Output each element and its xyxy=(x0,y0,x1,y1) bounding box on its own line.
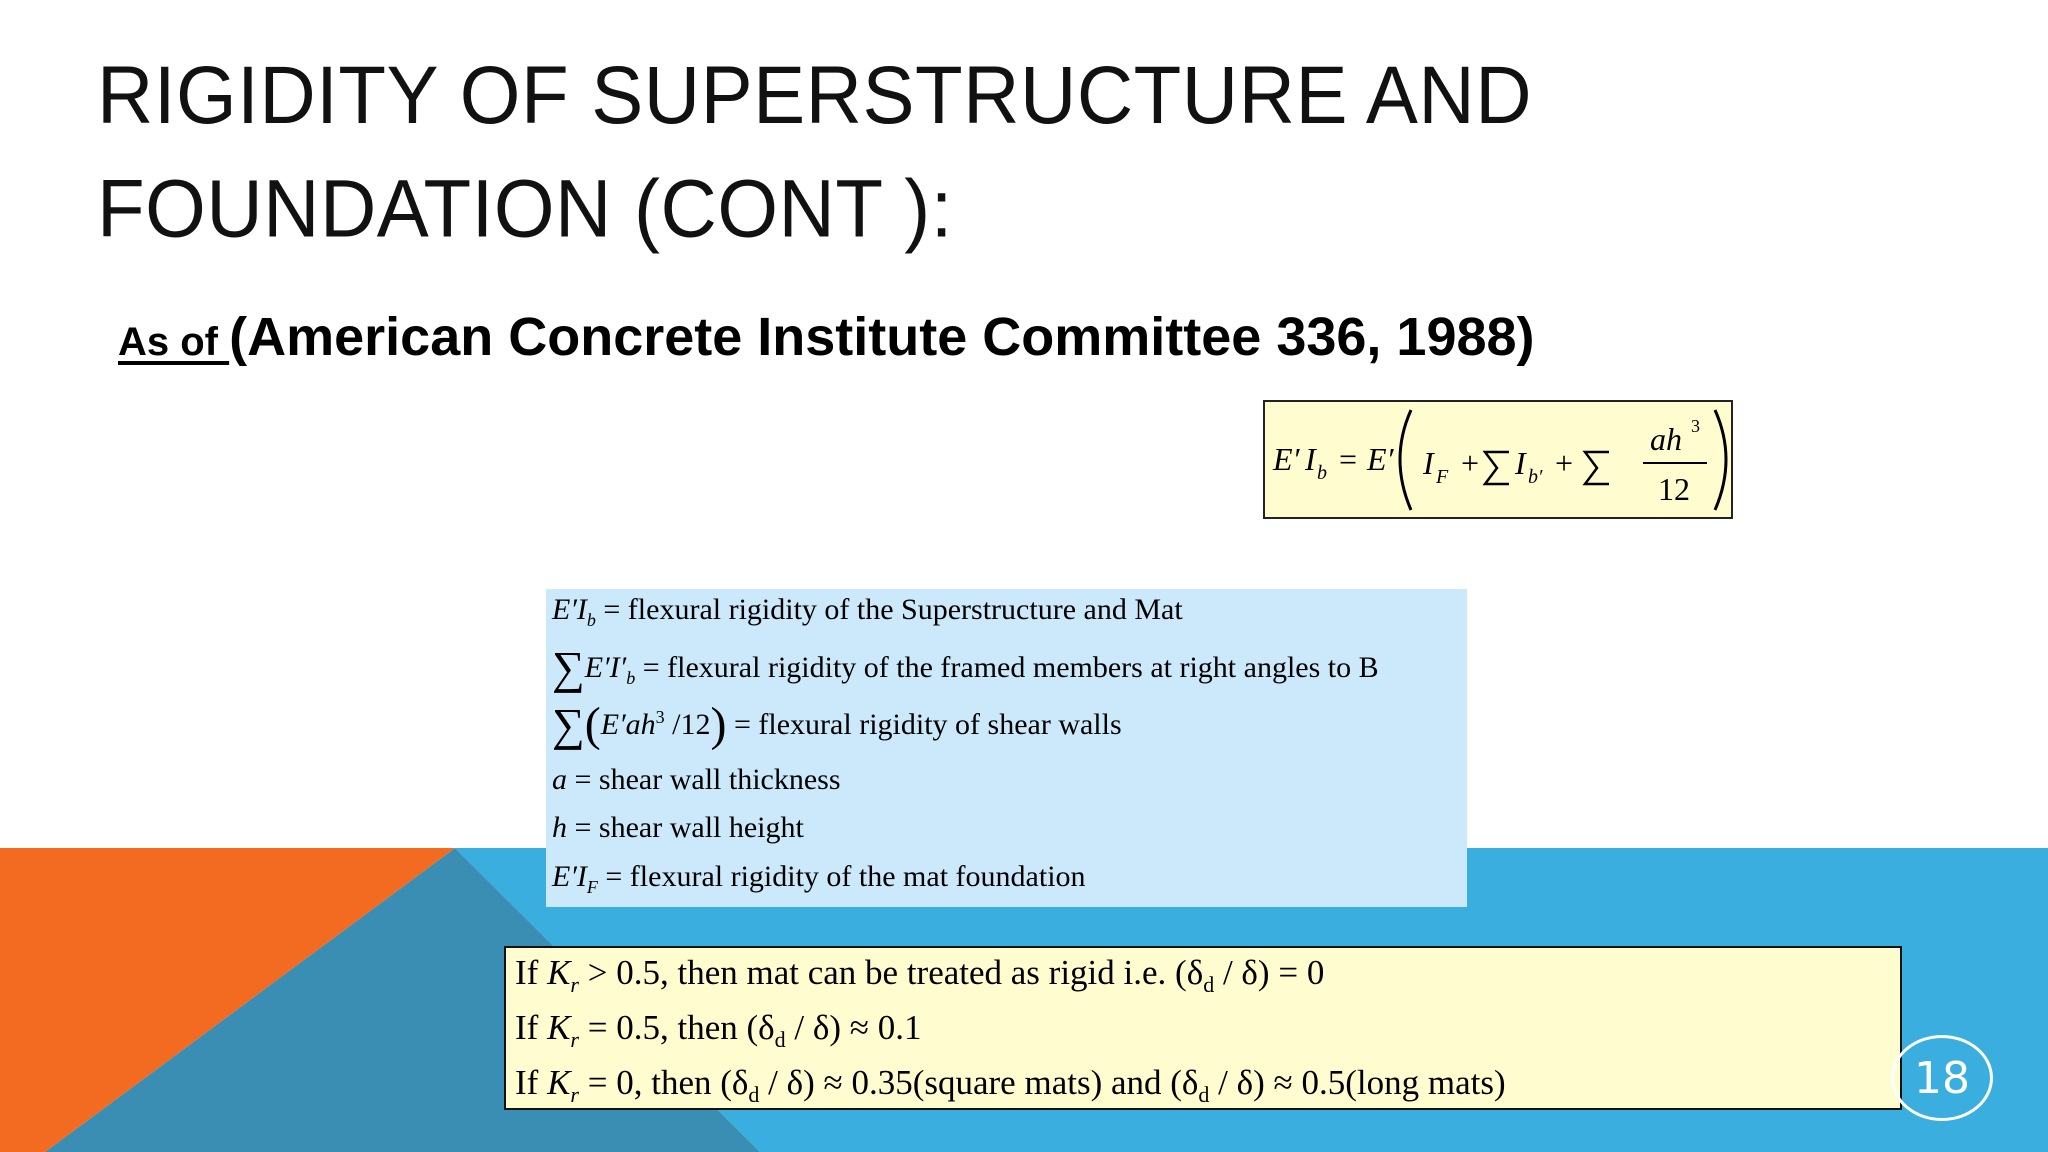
definitions-box xyxy=(546,589,1467,907)
source-citation xyxy=(118,306,1535,368)
cond3-mid: / δ) ≈ 0.35(square mats) and (δ xyxy=(759,1063,1199,1102)
condition-intermediate xyxy=(515,1008,921,1053)
cond2-rest: = 0.5, then (δ xyxy=(578,1008,775,1047)
def1-symbol: E′I xyxy=(552,593,587,626)
formula-numerator: ah xyxy=(1650,421,1682,457)
condition-rigid xyxy=(515,953,1324,998)
def6-symbol: E′I xyxy=(552,860,587,893)
right-paren-icon: ) xyxy=(710,698,727,751)
cond2-if: If xyxy=(515,1008,548,1047)
formula-lhs-sub: b xyxy=(1317,462,1327,484)
def3-exponent: 3 xyxy=(655,707,665,727)
cond3-d: d xyxy=(748,1082,760,1107)
slide-number-label: 18 xyxy=(1914,1052,1970,1104)
cond2-d: d xyxy=(774,1027,786,1052)
def1-text: = flexural rigidity of the Superstructure and Mat xyxy=(595,593,1183,626)
title-line-1: RIGIDITY OF SUPERSTRUCTURE AND xyxy=(97,48,1533,141)
definition-shear-wall-rigidity xyxy=(552,697,1122,752)
formula-lhs-I: I xyxy=(1305,441,1316,477)
slide-title xyxy=(97,38,1897,265)
cond2-end: / δ) ≈ 0.1 xyxy=(785,1008,922,1047)
formula-denominator: 12 xyxy=(1658,471,1690,507)
formula-equals: = xyxy=(1339,441,1358,477)
def3-text: = flexural rigidity of shear walls xyxy=(726,708,1122,741)
definition-wall-height xyxy=(552,811,804,845)
cond2-K: K xyxy=(547,1008,571,1047)
formula-sigma-1 xyxy=(1485,452,1509,484)
slide-number xyxy=(1891,1035,1993,1121)
formula-numerator-exp: 3 xyxy=(1691,416,1700,436)
formula-I-b: I xyxy=(1515,445,1526,481)
cond1-K: K xyxy=(547,953,571,992)
def2-subscript: b xyxy=(626,668,636,688)
def4-symbol: a xyxy=(552,763,567,796)
cond1-end: / δ) = 0 xyxy=(1214,953,1325,992)
left-paren-icon: ( xyxy=(584,698,601,751)
rigidity-formula xyxy=(1265,402,1731,517)
def3-symbol: E′ah xyxy=(600,708,656,741)
cond1-d: d xyxy=(1203,972,1215,997)
def6-text: = flexural rigidity of the mat foundation xyxy=(597,860,1086,893)
cond3-end: / δ) ≈ 0.5(long mats) xyxy=(1209,1063,1506,1102)
def2-symbol: E′I′ xyxy=(584,651,627,684)
def3-divisor: /12 xyxy=(664,708,711,741)
cond3-if: If xyxy=(515,1063,548,1102)
formula-left-paren xyxy=(1400,410,1411,510)
formula-sigma-2 xyxy=(1585,452,1609,484)
formula-rhs-E: E′ xyxy=(1367,441,1394,477)
formula-I-F-sub: F xyxy=(1436,466,1449,488)
definition-framed-members-rigidity xyxy=(552,641,1379,694)
formula-plus-1: + xyxy=(1461,445,1480,481)
cond3-d2: d xyxy=(1198,1082,1210,1107)
definition-superstructure-rigidity xyxy=(552,593,1183,631)
formula-plus-2: + xyxy=(1555,445,1574,481)
cond3-rest: = 0, then (δ xyxy=(578,1063,749,1102)
def2-text: = flexural rigidity of the framed members at right angles to B xyxy=(635,651,1379,684)
def6-subscript: F xyxy=(586,877,598,897)
as-of-label: As of xyxy=(118,320,230,364)
formula-lhs-E: E′ xyxy=(1273,441,1300,477)
cond1-sub: r xyxy=(570,972,579,997)
cond3-sub: r xyxy=(570,1082,579,1107)
def4-text: = shear wall thickness xyxy=(567,763,841,796)
formula-right-paren xyxy=(1715,410,1726,510)
sigma-icon: ∑ xyxy=(552,699,585,750)
def5-symbol: h xyxy=(552,811,567,844)
def1-subscript: b xyxy=(586,610,596,630)
formula-I-b-sub: b′ xyxy=(1528,466,1543,488)
rigidity-formula-box xyxy=(1263,400,1733,519)
def5-text: = shear wall height xyxy=(567,811,804,844)
formula-I-F: I xyxy=(1423,445,1434,481)
rigidity-conditions-box xyxy=(504,946,1902,1110)
cond3-K: K xyxy=(547,1063,571,1102)
committee-reference: (American Concrete Institute Committee 336, 1988) xyxy=(229,307,1535,367)
definition-mat-rigidity xyxy=(552,860,1086,898)
title-line-2: FOUNDATION (CONT ): xyxy=(97,161,953,255)
condition-flexible xyxy=(515,1063,1506,1108)
cond1-rest: > 0.5, then mat can be treated as rigid i.e. (δ xyxy=(578,953,1204,992)
cond1-if: If xyxy=(515,953,548,992)
sigma-icon: ∑ xyxy=(552,642,585,693)
definition-wall-thickness xyxy=(552,763,841,797)
cond2-sub: r xyxy=(570,1027,579,1052)
